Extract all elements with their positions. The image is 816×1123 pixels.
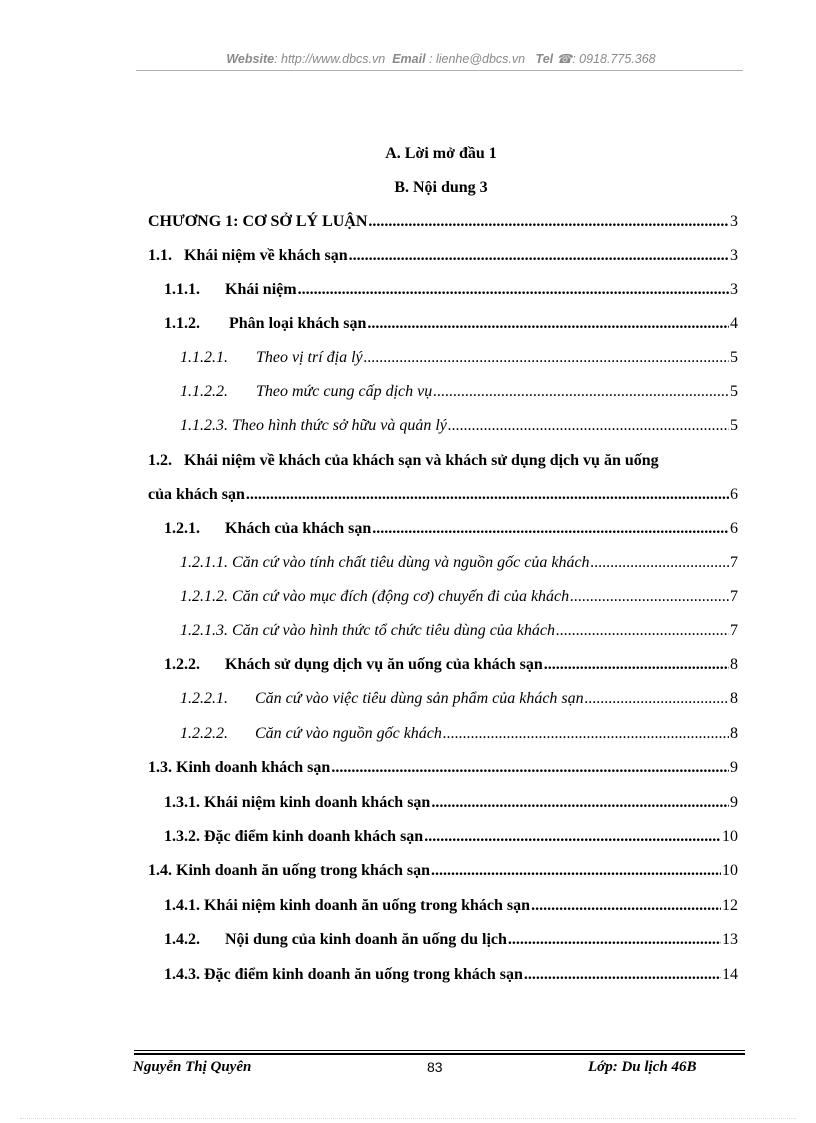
toc-page: 3 [730, 213, 738, 230]
toc-title: Khái niệm về khách của khách sạn và khách sử dụng dịch vụ ăn uống [184, 452, 659, 469]
toc-entry-1-4[interactable] [148, 862, 738, 880]
toc-number: 1.2.1. [164, 520, 200, 537]
toc-entry-1-2-1-1[interactable] [180, 554, 738, 572]
toc-title: Khách của khách sạn [225, 520, 372, 537]
page-header [140, 51, 742, 66]
toc-title: CHƯƠNG 1: CƠ SỞ LÝ LUẬN [148, 213, 368, 230]
toc-page: 10 [722, 862, 738, 879]
toc-page: 14 [722, 966, 738, 983]
toc-page: 3 [730, 247, 738, 264]
toc-leader [431, 794, 729, 812]
toc-leader [556, 622, 729, 640]
toc-title: 1.2.1.1. Căn cứ vào tính chất tiêu dùng và nguồn gốc của khách [180, 554, 590, 571]
toc-entry-1-3-1[interactable] [164, 794, 738, 812]
toc-entry-1-1-1[interactable] [164, 281, 738, 299]
toc-page: 5 [730, 383, 738, 400]
toc-leader [544, 656, 729, 674]
toc-leader [298, 281, 729, 299]
toc-entry-1-2-continued[interactable] [148, 486, 738, 504]
heading-content: B. Nội dung 3 [394, 179, 488, 196]
phone-icon: ☎ [556, 52, 573, 66]
toc-page: 6 [730, 486, 738, 503]
website-label: Website [226, 52, 275, 66]
toc-leader [246, 486, 729, 504]
toc-leader [591, 554, 729, 572]
toc-number: 1.2.2.2. [180, 725, 228, 742]
toc-title: Khái niệm về khách sạn [184, 247, 348, 264]
toc-page: 4 [730, 315, 738, 332]
toc-entry-1-4-3[interactable] [164, 966, 738, 984]
header-divider [136, 70, 743, 71]
toc-leader [424, 828, 721, 846]
toc-entry-1-1-2-2[interactable] [180, 383, 738, 401]
toc-page: 8 [730, 725, 738, 742]
toc-title: 1.3.2. Đặc điểm kinh doanh khách sạn [164, 828, 424, 845]
toc-page: 5 [730, 349, 738, 366]
toc-number: 1.1.2.1. [180, 349, 228, 366]
toc-number: 1.2.2. [164, 656, 200, 673]
toc-page: 5 [730, 417, 738, 434]
toc-entry-1-1[interactable] [148, 247, 738, 265]
toc-entry-1-1-2-3[interactable] [180, 417, 738, 435]
toc-page: 10 [722, 828, 738, 845]
toc-leader [570, 588, 729, 606]
toc-leader [448, 417, 729, 435]
toc-page: 3 [730, 281, 738, 298]
toc-number: 1.1. [148, 247, 172, 264]
toc-entry-1-2-2-1[interactable] [180, 690, 738, 708]
toc-title: 1.3. Kinh doanh khách sạn [148, 759, 331, 776]
toc-entry-1-2-2-2[interactable] [180, 725, 738, 743]
toc-leader [433, 383, 729, 401]
toc-title: Khách sử dụng dịch vụ ăn uống của khách sạn [225, 656, 543, 673]
toc-leader [431, 862, 721, 880]
toc-entry-1-1-2-1[interactable] [180, 349, 738, 367]
toc-leader [443, 725, 729, 743]
toc-number: 1.1.2.2. [180, 383, 228, 400]
page-bottom-edge [20, 1118, 796, 1119]
email-label: Email [392, 52, 426, 66]
toc-title: 1.4.1. Khái niệm kinh doanh ăn uống trong khách sạn [164, 897, 531, 914]
toc-page: 7 [730, 622, 738, 639]
toc-leader [364, 349, 729, 367]
toc-entry-1-2-1-2[interactable] [180, 588, 738, 606]
toc-title: 1.4.3. Đặc điểm kinh doanh ăn uống trong khách sạn [164, 966, 523, 983]
toc-leader [367, 315, 729, 333]
toc-title: 1.2.1.2. Căn cứ vào mục đích (động cơ) chuyến đi của khách [180, 588, 570, 605]
toc-title: Căn cứ vào nguồn gốc khách [255, 725, 442, 742]
toc-title: 1.4. Kinh doanh ăn uống trong khách sạn [148, 862, 431, 879]
toc-page: 8 [730, 690, 738, 707]
toc-entry-1-4-1[interactable] [164, 897, 738, 915]
toc-leader [372, 520, 729, 538]
toc-page: 9 [730, 759, 738, 776]
toc-entry-1-3[interactable] [148, 759, 738, 777]
toc-page: 6 [730, 520, 738, 537]
toc-title: Phân loại khách sạn [229, 315, 367, 332]
toc-entry-1-2-1-3[interactable] [180, 622, 738, 640]
footer-divider-thin [134, 1050, 745, 1051]
tel-label: Tel [535, 52, 554, 66]
toc-title: 1.3.1. Khái niệm kinh doanh khách sạn [164, 794, 431, 811]
footer-page-number: 83 [427, 1059, 443, 1075]
toc-title: Căn cứ vào việc tiêu dùng sản phẩm của khách sạn [255, 690, 584, 707]
toc-title: 1.2.1.3. Căn cứ vào hình thức tổ chức tiêu dùng của khách [180, 622, 555, 639]
toc-entry-1-4-2[interactable] [164, 931, 738, 949]
toc-leader [508, 931, 721, 949]
toc-leader [585, 690, 729, 708]
toc-leader [368, 213, 729, 231]
email-value[interactable]: : lienhe@dbcs.vn [429, 52, 526, 66]
toc-entry-1-1-2[interactable] [164, 315, 738, 333]
toc-number: 1.2.2.1. [180, 690, 228, 707]
toc-page: 13 [722, 931, 738, 948]
toc-title: Khái niệm [225, 281, 297, 298]
toc-entry-1-2-2[interactable] [164, 656, 738, 674]
toc-number: 1.2. [148, 452, 172, 469]
tel-value: : 0918.775.368 [572, 52, 656, 66]
toc-page: 7 [730, 554, 738, 571]
toc-page: 8 [730, 656, 738, 673]
toc-title: Theo mức cung cấp dịch vụ [256, 383, 433, 400]
toc-number: 1.1.2. [164, 315, 200, 332]
toc-leader [349, 247, 729, 265]
toc-entry-1-2[interactable] [148, 452, 742, 470]
footer-class: Lớp: Du lịch 46B [588, 1059, 697, 1075]
heading-intro: A. Lời mở đầu 1 [385, 145, 497, 162]
footer-divider-thick [134, 1053, 745, 1055]
toc-number: 1.1.1. [164, 281, 200, 298]
toc-entry-1-3-2[interactable] [164, 828, 738, 846]
toc-entry-1-2-1[interactable] [164, 520, 738, 538]
toc-title: của khách sạn [148, 486, 245, 503]
toc-page: 9 [730, 794, 738, 811]
website-value[interactable]: : http://www.dbcs.vn [274, 52, 386, 66]
toc-page: 7 [730, 588, 738, 605]
toc-leader [524, 966, 721, 984]
toc-page: 12 [722, 897, 738, 914]
footer-author: Nguyễn Thị Quyên [133, 1059, 252, 1075]
toc-leader [331, 759, 729, 777]
toc-title: Theo vị trí địa lý [256, 349, 363, 366]
toc-leader [531, 897, 721, 915]
toc-number: 1.4.2. [164, 931, 200, 948]
toc-title: 1.1.2.3. Theo hình thức sở hữu và quản lý [180, 417, 447, 434]
toc-entry-chapter-1[interactable] [148, 213, 738, 231]
toc-title: Nội dung của kinh doanh ăn uống du lịch [225, 931, 507, 948]
